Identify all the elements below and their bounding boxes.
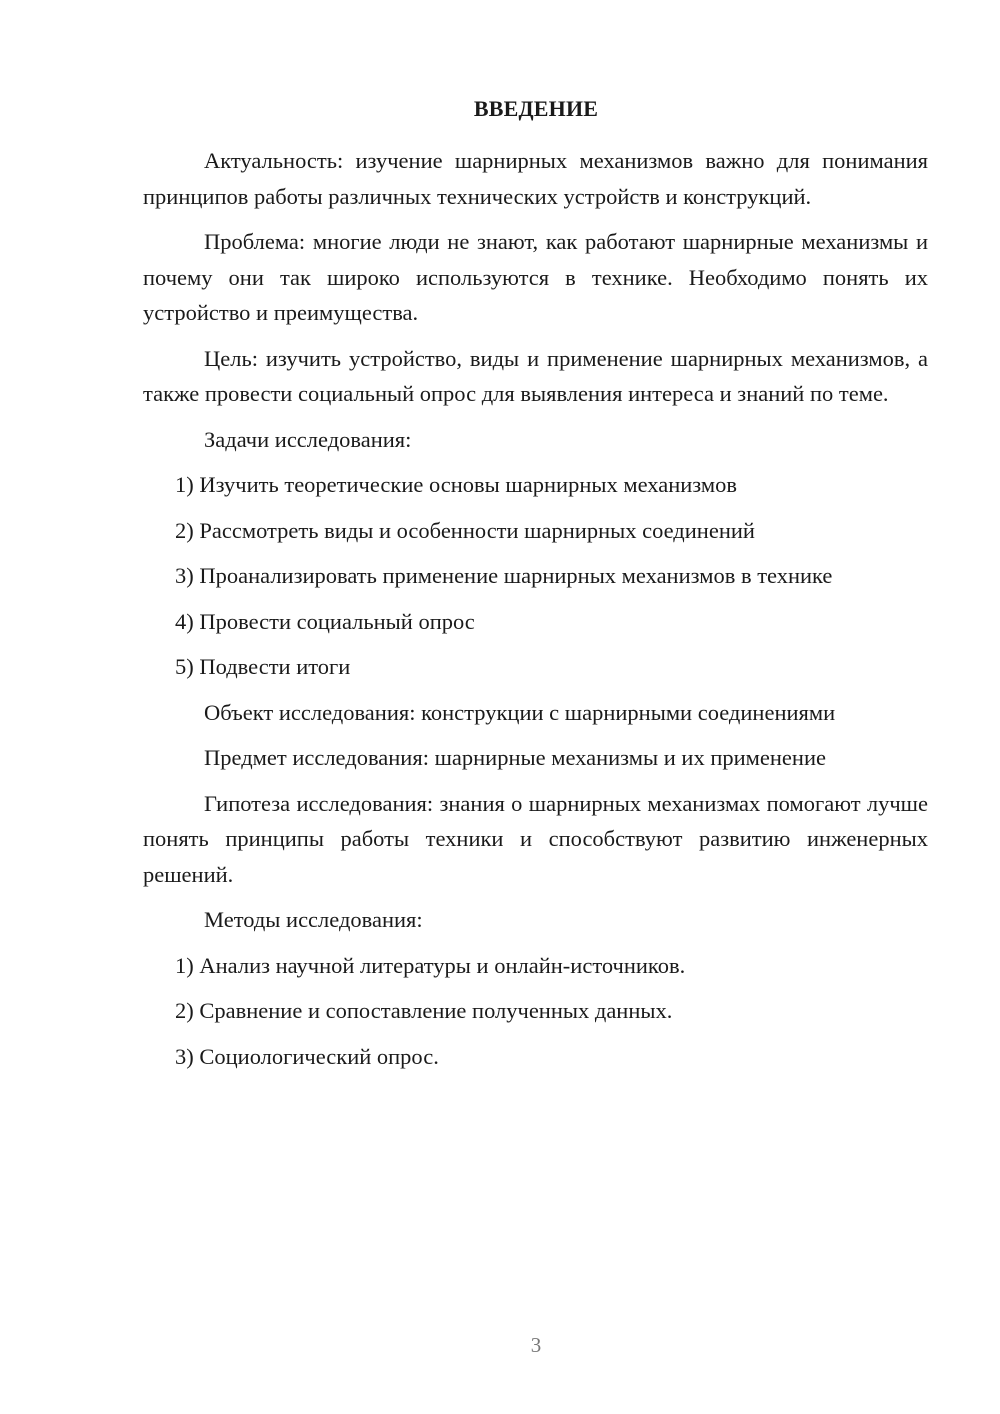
task-item: 4) Провести социальный опрос: [175, 608, 475, 634]
task-item: 2) Рассмотреть виды и особенности шарнирных соединений: [175, 517, 755, 543]
tasks-heading: Задачи исследования:: [204, 426, 412, 452]
method-item: 3) Социологический опрос.: [175, 1043, 439, 1069]
problem-paragraph: Проблема: многие люди не знают, как работают шарнирные механизмы и почему они так широко используются в технике. Необходимо понять их устройство и преимущества.: [143, 229, 928, 325]
research-subject: Предмет исследования: шарнирные механизмы и их применение: [204, 745, 826, 770]
method-item: 1) Анализ научной литературы и онлайн-источников.: [175, 952, 686, 978]
relevance-paragraph: Актуальность: изучение шарнирных механизмов важно для понимания принципов работы различных технических устройств и конструкций.: [143, 148, 928, 209]
page-number: 3: [530, 1333, 542, 1357]
task-item: 5) Подвести итоги: [175, 654, 351, 679]
page-title: ВВЕДЕНИЕ: [473, 96, 599, 121]
goal-paragraph: Цель: изучить устройство, виды и применение шарнирных механизмов, а также провести социальный опрос для выявления интереса и знаний по теме.: [143, 345, 928, 406]
research-object: Объект исследования: конструкции с шарнирными соединениями: [204, 699, 836, 725]
task-item: 3) Проанализировать применение шарнирных механизмов в технике: [175, 563, 833, 588]
document-body: [143, 143, 928, 1084]
method-item: 2) Сравнение и сопоставление полученных данных.: [175, 998, 673, 1023]
methods-heading: Методы исследования:: [204, 907, 423, 932]
task-item: 1) Изучить теоретические основы шарнирных механизмов: [175, 472, 737, 497]
hypothesis-paragraph: Гипотеза исследования: знания о шарнирных механизмах помогают лучше понять принципы работы техники и способствуют развитию инженерных решений.: [143, 790, 928, 887]
